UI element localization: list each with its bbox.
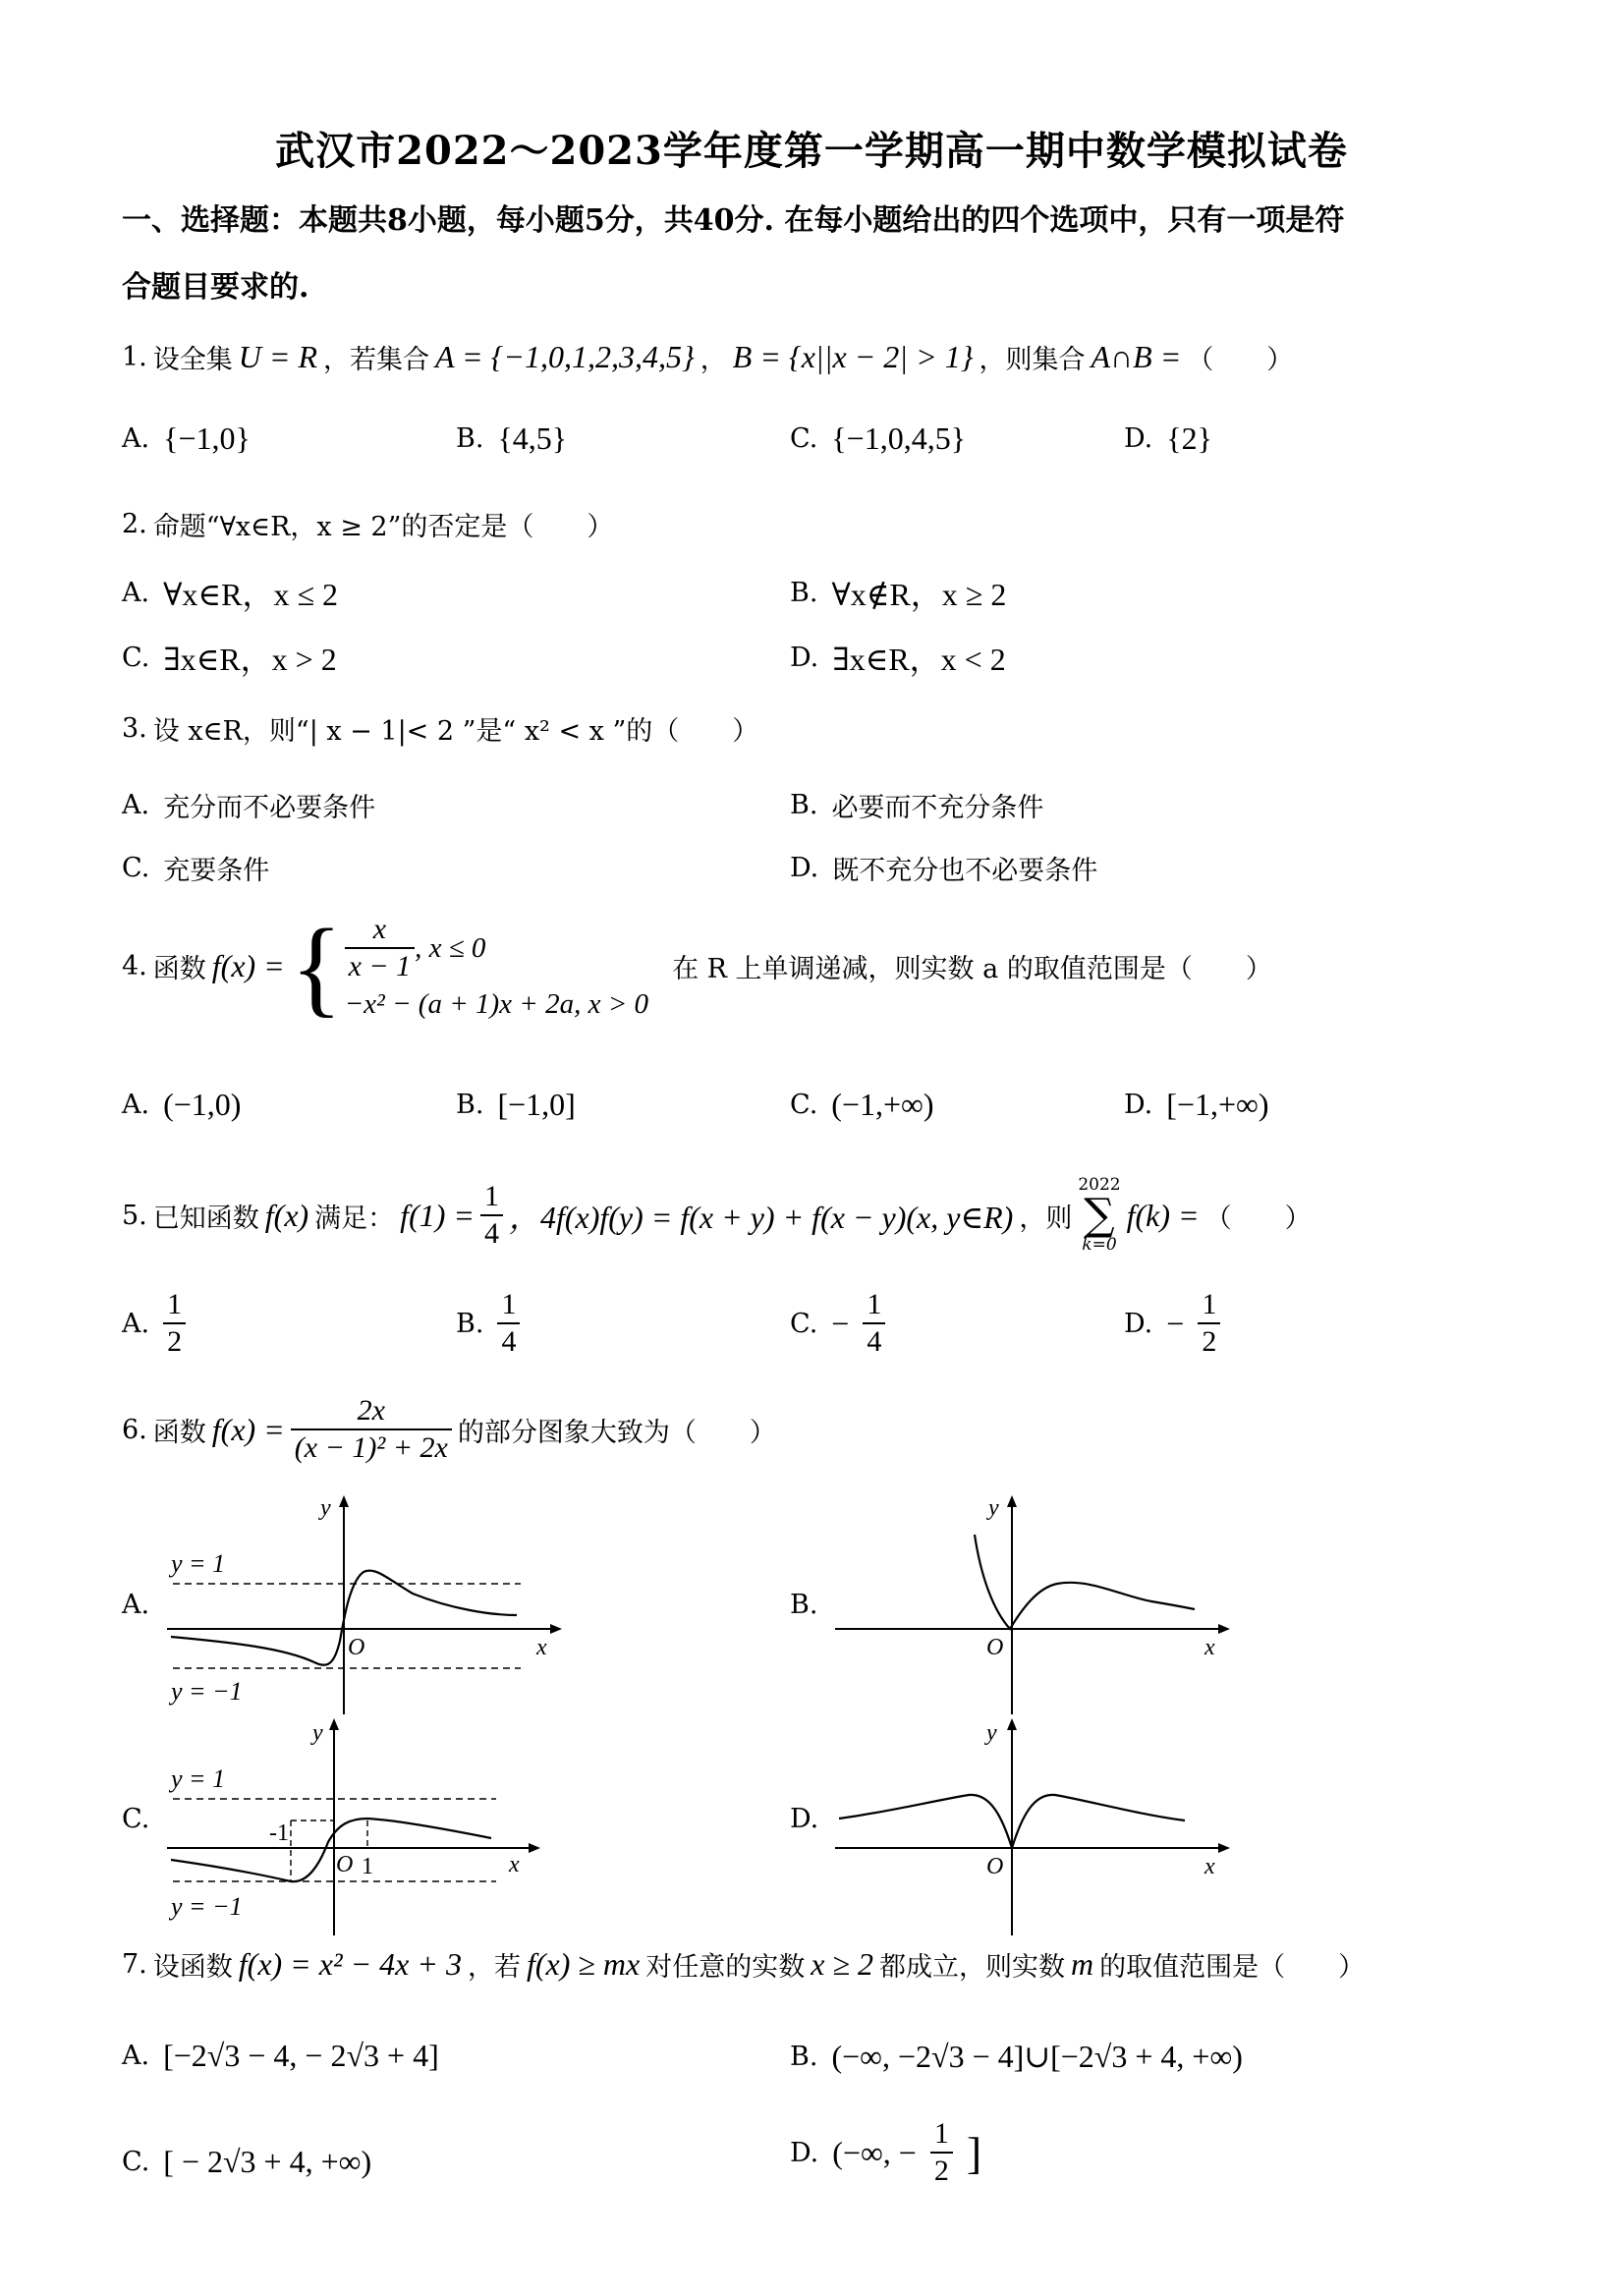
label-ym1: y = −1 (171, 1892, 243, 1921)
label-y: y (986, 1720, 997, 1746)
option-letter: B. (790, 577, 818, 608)
math-expression: ，4f(x)f(y) = f(x + y) + f(x − y)(x, y∈R) (508, 1200, 1014, 1235)
option-value: 充要条件 (163, 856, 270, 886)
sum-symbol: ∑ (1084, 1190, 1115, 1240)
option-d (1124, 1087, 1269, 1123)
question-number: 3. (122, 713, 147, 744)
option-b (456, 1287, 520, 1360)
answer-blank: （ ） (1204, 1203, 1312, 1234)
option-a (122, 420, 251, 457)
question-number: 4. (122, 951, 147, 981)
option-a (122, 786, 375, 824)
question-text: ，则 (1019, 1203, 1073, 1234)
option-letter: A. (122, 790, 150, 820)
graph-d (825, 1714, 1238, 1940)
question-text: 的部分图象大致为（ ） (457, 1417, 776, 1448)
option-b (790, 786, 1043, 824)
option-value: 既不充分也不必要条件 (832, 856, 1098, 886)
math-expression: f(x) (264, 1197, 309, 1233)
label-origin: O (336, 1852, 354, 1877)
option-c (122, 635, 337, 680)
case-1 (345, 912, 648, 984)
option-b (790, 570, 1006, 615)
option-letter: A. (122, 2041, 150, 2071)
graph-b (825, 1493, 1238, 1719)
option-value: ∀x∉R，x ≥ 2 (831, 577, 1007, 612)
minus-sign: − (831, 1305, 850, 1341)
question-number: 2. (122, 509, 147, 539)
option-value: ∀x∈R，x ≤ 2 (163, 577, 339, 612)
piecewise-function (290, 906, 649, 1027)
option-a (122, 1287, 186, 1360)
sum-upper-limit: 2022 (1078, 1175, 1121, 1195)
question-text: 命题“∀x∈R，x ≥ 2”的否定是（ ） (152, 512, 614, 542)
option-value: (−1,+∞) (831, 1087, 934, 1122)
option-letter: D. (1124, 1308, 1153, 1339)
option-letter: C. (790, 1090, 818, 1120)
question-text: ， (700, 345, 727, 375)
fraction-denominator: 4 (480, 1214, 503, 1252)
option-value: {−1,0,4,5} (831, 420, 967, 456)
label-y1: y = 1 (171, 1764, 226, 1793)
option-letter: B. (790, 790, 818, 820)
option-value: (−∞, −2√3 − 4]∪[−2√3 + 4, +∞) (831, 2039, 1243, 2074)
label-y: y (988, 1495, 999, 1521)
fraction-denominator: 2 (1198, 1322, 1220, 1360)
option-a (122, 2038, 439, 2074)
graph-a-label: A. (122, 1590, 150, 1620)
option-c (122, 2144, 371, 2180)
minus-sign: − (1166, 1305, 1185, 1341)
y-axis-arrow (329, 1718, 339, 1730)
graph-c (157, 1714, 570, 1940)
graph-c-label: C. (122, 1804, 150, 1834)
fraction (930, 2116, 953, 2189)
option-value: 必要而不充分条件 (831, 793, 1044, 823)
answer-blank: （ ） (1187, 345, 1294, 375)
label-x: x (1204, 1854, 1215, 1879)
option-a (122, 570, 338, 615)
label-origin: O (986, 1854, 1004, 1879)
label-origin: O (348, 1635, 365, 1660)
fraction-numerator: 1 (933, 2117, 949, 2150)
question-text: ，则集合 (979, 345, 1086, 375)
question-4 (122, 906, 1272, 1027)
math-expression: f(x) = (211, 1411, 285, 1447)
option-value-prefix: (−∞, − (832, 2134, 917, 2170)
option-letter: B. (456, 1090, 484, 1120)
option-d (1124, 420, 1212, 457)
label-origin: O (986, 1635, 1004, 1660)
y-axis-arrow (1007, 1495, 1017, 1507)
bracket-close: ] (966, 2127, 982, 2178)
label-x: x (509, 1852, 520, 1877)
option-letter: A. (122, 577, 150, 608)
option-value: 充分而不必要条件 (163, 793, 376, 823)
question-7 (122, 1945, 1365, 1984)
math-expression: f(x) ≥ mx (526, 1946, 641, 1982)
curve (171, 1819, 491, 1881)
fraction-denominator: 4 (497, 1322, 520, 1360)
option-d (790, 849, 1097, 887)
graph-b-label: B. (790, 1590, 818, 1620)
option-letter: B. (456, 423, 484, 454)
option-letter: C. (790, 423, 818, 454)
question-text: 已知函数 (152, 1203, 259, 1234)
question-1 (122, 338, 1293, 376)
option-c (790, 1287, 885, 1360)
fraction (480, 1179, 503, 1252)
fraction-denominator: 2 (930, 2152, 953, 2189)
y-axis-arrow (1007, 1718, 1017, 1730)
option-letter: C. (122, 853, 150, 883)
math-expression: m (1071, 1946, 1094, 1982)
x-axis-arrow (1218, 1624, 1230, 1634)
question-text: 在 R 上单调递减，则实数 a 的取值范围是（ ） (672, 954, 1272, 984)
question-number: 6. (122, 1414, 147, 1445)
math-expression: U = R (238, 339, 318, 374)
graph-d-label: D. (790, 1804, 819, 1834)
option-d (1124, 1287, 1220, 1360)
question-text: 对任意的实数 (645, 1952, 806, 1983)
math-expression: B = {x||x − 2| > 1} (732, 339, 974, 374)
question-6 (122, 1393, 776, 1466)
label-x: x (1204, 1635, 1215, 1660)
x-axis-arrow (529, 1843, 540, 1853)
fraction-numerator: 2x (357, 1394, 385, 1427)
math-expression: f(x) = x² − 4x + 3 (238, 1946, 462, 1982)
piecewise-cases (345, 912, 648, 1021)
option-value: ∃x∈R，x < 2 (832, 642, 1006, 677)
label-minus-1: -1 (269, 1820, 289, 1846)
option-value: [−1,+∞) (1166, 1087, 1269, 1122)
label-y: y (320, 1495, 331, 1521)
fraction (497, 1287, 520, 1360)
question-number: 7. (122, 1949, 147, 1980)
question-text: 函数 (152, 1417, 206, 1448)
case-2: −x² − (a + 1)x + 2a, x > 0 (344, 988, 649, 1020)
summation (1078, 1177, 1120, 1254)
x-axis-arrow (1218, 1843, 1230, 1853)
option-value: {2} (1166, 420, 1212, 456)
question-text: 的取值范围是（ ） (1099, 1952, 1366, 1983)
option-b (790, 2038, 1243, 2075)
option-letter: D. (790, 853, 819, 883)
option-d (790, 635, 1006, 680)
section-heading-line1: 一、选择题：本题共8小题，每小题5分，共40分. 在每小题给出的四个选项中，只有一项是符 (122, 203, 1345, 238)
question-number: 5. (122, 1200, 147, 1231)
option-letter: D. (790, 2137, 819, 2168)
option-b (456, 1087, 576, 1123)
fraction (863, 1287, 885, 1360)
option-letter: A. (122, 1090, 150, 1120)
math-expression: f(k) = (1126, 1197, 1200, 1233)
y-axis-arrow (339, 1495, 349, 1507)
question-text: ，若集合 (323, 345, 430, 375)
option-letter: A. (122, 1308, 150, 1339)
graph-a (157, 1493, 570, 1719)
math-expression: x ≥ 2 (811, 1946, 873, 1982)
fraction-denominator: (x − 1)² + 2x (291, 1428, 452, 1466)
fraction (291, 1393, 452, 1466)
option-value: [−2√3 − 4, − 2√3 + 4] (163, 2038, 439, 2073)
fraction-numerator: x (372, 913, 387, 945)
label-ym1: y = −1 (171, 1677, 243, 1706)
fraction-numerator: 1 (483, 1180, 499, 1212)
question-2 (122, 505, 613, 543)
option-letter: D. (1124, 1090, 1153, 1120)
brace-symbol: { (290, 906, 343, 1027)
fraction-numerator: 1 (1202, 1288, 1217, 1320)
math-expression: f(1) = (400, 1197, 475, 1233)
fraction-denominator: x − 1 (345, 947, 416, 984)
math-expression: f(x) = (211, 948, 285, 983)
question-text: 都成立，则实数 (879, 1952, 1065, 1983)
curve (975, 1535, 1195, 1629)
label-y: y (312, 1720, 323, 1746)
option-value: ∃x∈R，x > 2 (163, 642, 337, 677)
option-b (456, 420, 567, 457)
option-letter: D. (1124, 423, 1153, 454)
fraction (345, 912, 416, 984)
label-x: x (536, 1635, 547, 1660)
page-title: 武汉市2022～2023学年度第一学期高一期中数学模拟试卷 (275, 128, 1348, 174)
question-text: 函数 (152, 954, 206, 984)
option-value: [−1,0] (497, 1087, 576, 1122)
sum-lower-limit: k=0 (1082, 1235, 1117, 1255)
x-axis-arrow (550, 1624, 562, 1634)
option-c (790, 1087, 934, 1123)
section-heading-line2: 合题目要求的. (122, 270, 309, 305)
fraction-numerator: 1 (167, 1288, 183, 1320)
option-letter: C. (122, 2147, 150, 2177)
question-text: 设函数 (152, 1952, 233, 1983)
option-value: [ − 2√3 + 4, +∞) (163, 2144, 372, 2179)
fraction-numerator: 1 (501, 1288, 517, 1320)
option-letter: B. (790, 2041, 818, 2072)
fraction (163, 1287, 186, 1360)
option-letter: D. (790, 642, 819, 673)
option-c (122, 849, 269, 887)
fraction (1198, 1287, 1220, 1360)
label-y1: y = 1 (171, 1549, 226, 1578)
option-a (122, 1087, 241, 1123)
question-text: 满足： (314, 1203, 395, 1234)
option-letter: B. (456, 1308, 484, 1339)
option-value: (−1,0) (163, 1087, 242, 1122)
fraction-denominator: 4 (863, 1322, 885, 1360)
option-c (790, 420, 966, 457)
option-letter: C. (790, 1308, 818, 1339)
option-letter: A. (122, 423, 150, 454)
question-text: 设 x∈R，则“| x − 1|< 2 ”是“ x² < x ”的（ ） (152, 716, 759, 747)
question-3 (122, 709, 758, 748)
case-condition: , x ≤ 0 (415, 931, 486, 964)
fraction-denominator: 2 (163, 1322, 186, 1360)
option-letter: C. (122, 642, 150, 673)
option-value: {−1,0} (163, 420, 251, 456)
option-value: {4,5} (497, 420, 568, 456)
question-text: 设全集 (152, 345, 233, 375)
math-expression: A = {−1,0,1,2,3,4,5} (435, 339, 695, 374)
question-text: ，若 (467, 1952, 521, 1983)
label-1: 1 (362, 1854, 373, 1879)
fraction-numerator: 1 (867, 1288, 882, 1320)
option-d (790, 2116, 981, 2189)
question-5 (122, 1177, 1312, 1254)
math-expression: A∩B = (1091, 339, 1182, 374)
question-number: 1. (122, 342, 147, 372)
